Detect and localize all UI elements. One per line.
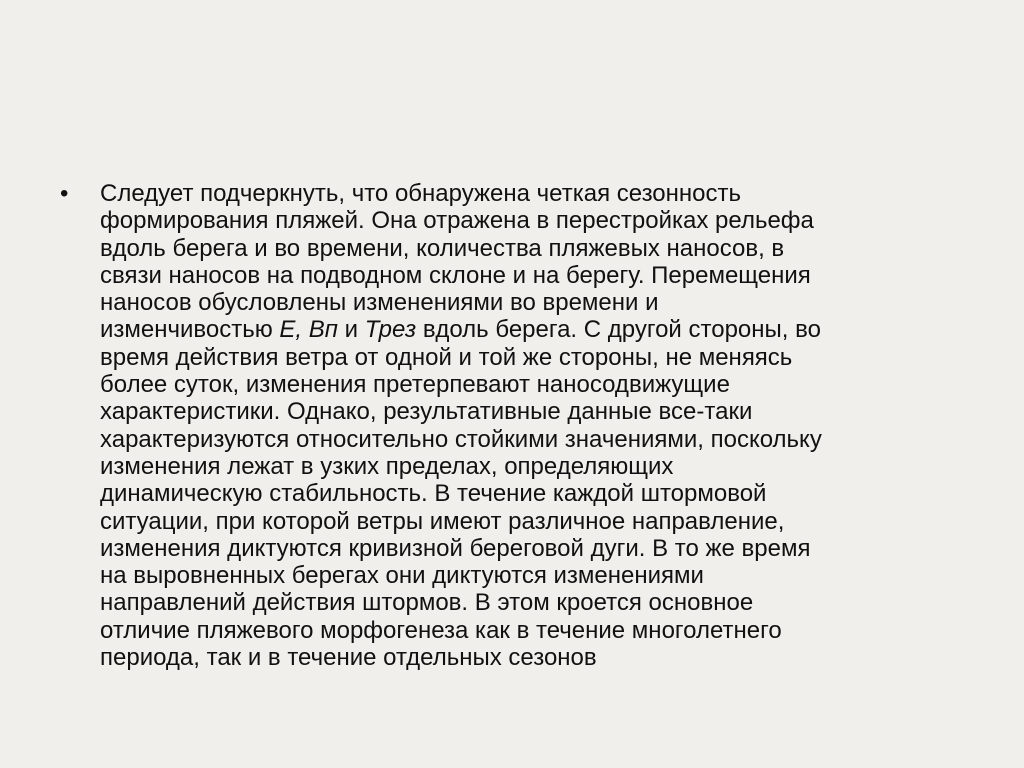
text-line: наносов обусловлены изменениями во времени и [100, 289, 659, 317]
text-line: изменения диктуются кривизной береговой дуги. В то же время [100, 534, 811, 562]
text-fragment: вдоль берега. С другой стороны, во [416, 316, 821, 344]
text-line: более суток, изменения претерпевают наносодвижущие [100, 371, 730, 399]
text-fragment: изменчивостью [100, 316, 280, 344]
text-line: Следует подчеркнуть, что обнаружена четкая сезонность [100, 180, 742, 207]
italic-term: E, Вп [279, 316, 338, 344]
text-line: время действия ветра от одной и той же стороны, не меняясь [100, 343, 793, 371]
text-line: формирования пляжей. Она отражена в перестройках рельефа [100, 207, 814, 235]
text-line: характеризуются относительно стойкими значениями, поскольку [100, 425, 822, 453]
text-line: вдоль берега и во времени, количества пляжевых наносов, в [100, 234, 785, 262]
text-fragment: и [337, 316, 365, 344]
text-line: отличие пляжевого морфогенеза как в течение многолетнего [100, 616, 782, 644]
text-line: направлений действия штормов. В этом кроется основное [100, 589, 754, 617]
text-line: связи наносов на подводном склоне и на берегу. Перемещения [100, 261, 811, 289]
text-line: изменения лежат в узких пределах, определяющих [100, 452, 674, 480]
text-line: динамическую стабильность. В течение каждой штормовой [100, 480, 767, 508]
bullet-list-item [60, 180, 970, 671]
text-line: периода, так и в течение отдельных сезонов [100, 644, 597, 672]
text-line: ситуации, при которой ветры имеют различное направление, [100, 507, 785, 535]
slide-body-text [100, 180, 970, 671]
text-line-with-terms [100, 316, 970, 343]
text-line: на выровненных берегах они диктуются изменениями [100, 562, 704, 590]
bullet-point-icon: • [60, 180, 69, 207]
italic-term: Трез [364, 316, 417, 344]
text-line: характеристики. Однако, результативные данные все-таки [100, 398, 753, 426]
